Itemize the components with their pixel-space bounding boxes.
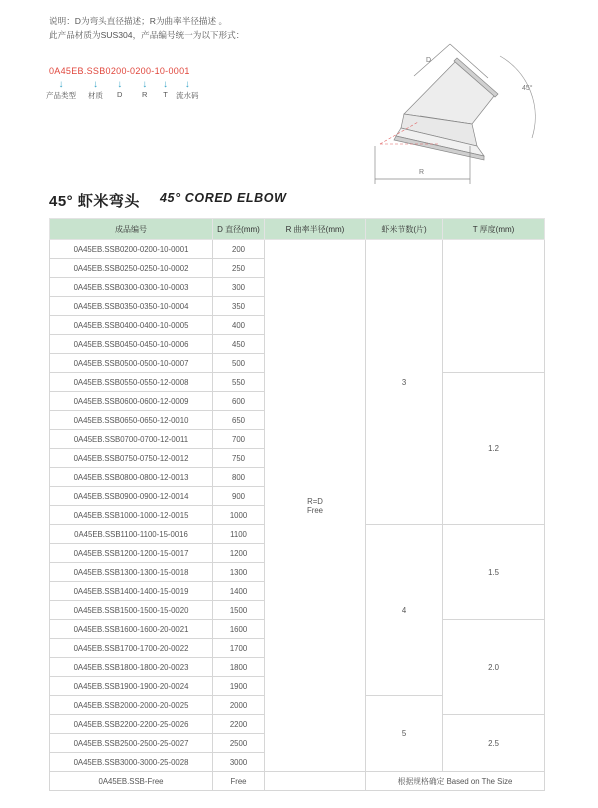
table-header-row xyxy=(50,219,545,240)
code-label-d: ↓ D xyxy=(117,79,123,99)
cell-thickness-1-5: 1.5 xyxy=(443,525,545,620)
cell-code: 0A45EB.SSB0800-0800-12-0013 xyxy=(50,468,213,487)
code-format-example: 0A45EB.SSB0200-0200-10-0001 xyxy=(49,66,190,76)
cell-code: 0A45EB.SSB0200-0200-10-0001 xyxy=(50,240,213,259)
down-arrow-icon: ↓ xyxy=(142,79,148,90)
cell-diameter: 300 xyxy=(213,278,265,297)
header-thickness: T 厚度(mm) xyxy=(443,219,545,240)
cell-thickness-blank xyxy=(443,240,545,373)
cell-code: 0A45EB.SSB0300-0300-10-0003 xyxy=(50,278,213,297)
cell-code-free: 0A45EB.SSB-Free xyxy=(50,772,213,791)
cell-diameter: 1000 xyxy=(213,506,265,525)
cell-code: 0A45EB.SSB2000-2000-20-0025 xyxy=(50,696,213,715)
cell-code: 0A45EB.SSB0550-0550-12-0008 xyxy=(50,373,213,392)
code-label-serial: ↓ 流水码 xyxy=(176,79,199,100)
cell-code: 0A45EB.SSB0650-0650-12-0010 xyxy=(50,411,213,430)
cell-segments-3: 3 xyxy=(366,240,443,525)
elbow-diagram xyxy=(360,36,560,186)
description-line-1: 说明：D为弯头直径描述；R为曲率半径描述 。 xyxy=(49,16,228,26)
code-label-product-type: ↓ 产品类型 xyxy=(46,79,76,100)
down-arrow-icon: ↓ xyxy=(184,79,190,90)
cell-code: 0A45EB.SSB0400-0400-10-0005 xyxy=(50,316,213,335)
description-line-2: 此产品材质为SUS304，产品编号统一为以下形式： xyxy=(49,30,245,40)
cell-diameter: 2000 xyxy=(213,696,265,715)
cell-code: 0A45EB.SSB1600-1600-20-0021 xyxy=(50,620,213,639)
code-label-r: ↓ R xyxy=(142,79,148,99)
down-arrow-icon: ↓ xyxy=(163,79,168,90)
cell-diameter: 3000 xyxy=(213,753,265,772)
cell-diameter: 2500 xyxy=(213,734,265,753)
description-block xyxy=(49,14,244,42)
section-title-cn: 45° 虾米弯头 xyxy=(49,193,140,210)
cell-code: 0A45EB.SSB1200-1200-15-0017 xyxy=(50,544,213,563)
header-radius: R 曲率半径(mm) xyxy=(265,219,366,240)
cell-code: 0A45EB.SSB1500-1500-15-0020 xyxy=(50,601,213,620)
cell-code: 0A45EB.SSB1300-1300-15-0018 xyxy=(50,563,213,582)
cell-diameter: 400 xyxy=(213,316,265,335)
cell-diameter: 250 xyxy=(213,259,265,278)
cell-diameter: 200 xyxy=(213,240,265,259)
diagram-d-label: D xyxy=(426,57,432,64)
cell-diameter: 900 xyxy=(213,487,265,506)
cell-diameter: 1600 xyxy=(213,620,265,639)
cell-code: 0A45EB.SSB1000-1000-12-0015 xyxy=(50,506,213,525)
cell-diameter: 1700 xyxy=(213,639,265,658)
cell-code: 0A45EB.SSB1900-1900-20-0024 xyxy=(50,677,213,696)
cell-diameter: 650 xyxy=(213,411,265,430)
cell-diameter: 1200 xyxy=(213,544,265,563)
cell-code: 0A45EB.SSB0700-0700-12-0011 xyxy=(50,430,213,449)
cell-code: 0A45EB.SSB1800-1800-20-0023 xyxy=(50,658,213,677)
cell-code: 0A45EB.SSB0600-0600-12-0009 xyxy=(50,392,213,411)
cell-radius-empty xyxy=(265,772,366,791)
cell-thickness-2-5: 2.5 xyxy=(443,715,545,772)
cell-code: 0A45EB.SSB0900-0900-12-0014 xyxy=(50,487,213,506)
cell-diameter: 450 xyxy=(213,335,265,354)
cell-code: 0A45EB.SSB3000-3000-25-0028 xyxy=(50,753,213,772)
cell-diameter: 1900 xyxy=(213,677,265,696)
cell-diameter: 1800 xyxy=(213,658,265,677)
cell-diameter: 800 xyxy=(213,468,265,487)
down-arrow-icon: ↓ xyxy=(117,79,123,90)
code-format-labels xyxy=(44,80,204,110)
section-title-en: 45° CORED ELBOW xyxy=(160,191,287,205)
cell-code: 0A45EB.SSB1700-1700-20-0022 xyxy=(50,639,213,658)
diagram-r-label: R xyxy=(419,169,425,176)
cell-code: 0A45EB.SSB0250-0250-10-0002 xyxy=(50,259,213,278)
table-row-free xyxy=(50,772,545,791)
down-arrow-icon: ↓ xyxy=(58,79,64,90)
cell-diameter-free: Free xyxy=(213,772,265,791)
cell-radius-merged: R=D Free xyxy=(265,240,366,772)
code-label-t: ↓ T xyxy=(163,79,168,99)
cell-diameter: 500 xyxy=(213,354,265,373)
cell-code: 0A45EB.SSB1100-1100-15-0016 xyxy=(50,525,213,544)
cell-thickness-1-2: 1.2 xyxy=(443,373,545,525)
cell-code: 0A45EB.SSB0450-0450-10-0006 xyxy=(50,335,213,354)
header-diameter: D 直径(mm) xyxy=(213,219,265,240)
cell-code: 0A45EB.SSB0750-0750-12-0012 xyxy=(50,449,213,468)
cell-diameter: 1400 xyxy=(213,582,265,601)
cell-diameter: 600 xyxy=(213,392,265,411)
cell-code: 0A45EB.SSB0500-0500-10-0007 xyxy=(50,354,213,373)
cell-diameter: 1500 xyxy=(213,601,265,620)
cell-diameter: 550 xyxy=(213,373,265,392)
cell-diameter: 1100 xyxy=(213,525,265,544)
header-segments: 虾米节数(片) xyxy=(366,219,443,240)
table-row xyxy=(50,240,545,259)
cell-code: 0A45EB.SSB1400-1400-15-0019 xyxy=(50,582,213,601)
cell-diameter: 1300 xyxy=(213,563,265,582)
cell-segments-5: 5 xyxy=(366,696,443,772)
cell-diameter: 750 xyxy=(213,449,265,468)
cell-note-based-on-size: 根据规格确定 Based on The Size xyxy=(366,772,545,791)
header-code: 成品编号 xyxy=(50,219,213,240)
cell-code: 0A45EB.SSB0350-0350-10-0004 xyxy=(50,297,213,316)
cell-thickness-2-0: 2.0 xyxy=(443,620,545,715)
cell-code: 0A45EB.SSB2500-2500-25-0027 xyxy=(50,734,213,753)
code-label-material: ↓ 材质 xyxy=(88,79,103,100)
spec-table xyxy=(49,218,545,791)
diagram-angle-label: 45° xyxy=(522,85,533,92)
down-arrow-icon: ↓ xyxy=(93,79,98,90)
cell-diameter: 350 xyxy=(213,297,265,316)
cell-segments-4: 4 xyxy=(366,525,443,696)
cell-code: 0A45EB.SSB2200-2200-25-0026 xyxy=(50,715,213,734)
cell-diameter: 2200 xyxy=(213,715,265,734)
cell-diameter: 700 xyxy=(213,430,265,449)
